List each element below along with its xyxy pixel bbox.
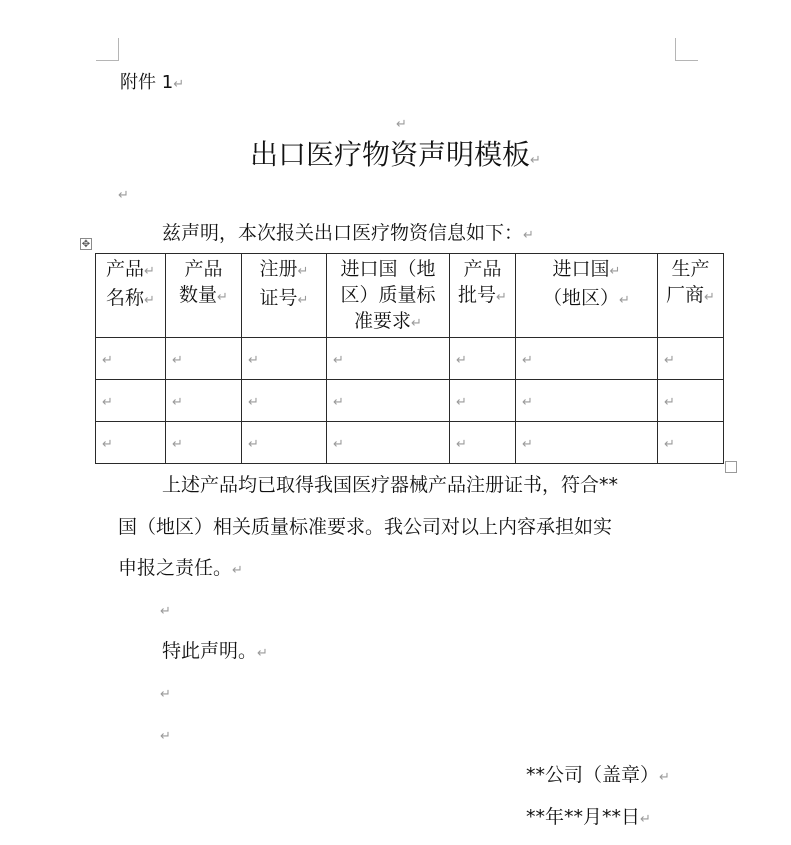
paragraph-mark-icon: ↵ xyxy=(456,395,467,410)
header-import-country[interactable]: 进口国↵ （地区）↵ xyxy=(516,254,658,338)
header-quality-standard[interactable]: 进口国（地 区）质量标 准要求↵ xyxy=(327,254,450,338)
header-product-name[interactable]: 产品↵ 名称↵ xyxy=(96,254,166,338)
paragraph-mark-icon: ↵ xyxy=(664,437,675,452)
paragraph-mark-icon: ↵ xyxy=(396,117,407,132)
paragraph-mark-icon: ↵ xyxy=(619,293,630,308)
table-cell[interactable] xyxy=(96,338,166,380)
paragraph-mark-icon: ↵ xyxy=(248,395,259,410)
table-cell[interactable] xyxy=(327,380,450,422)
paragraph-mark-icon: ↵ xyxy=(173,77,185,92)
paragraph-mark-icon: ↵ xyxy=(144,293,155,308)
paragraph-mark-icon: ↵ xyxy=(530,153,541,168)
table-cell[interactable] xyxy=(516,380,658,422)
table-cell[interactable] xyxy=(516,422,658,464)
table-cell[interactable] xyxy=(450,338,516,380)
paragraph-mark-icon: ↵ xyxy=(297,264,309,279)
blank-paragraph xyxy=(160,681,171,706)
blank-paragraph xyxy=(160,723,171,748)
table-cell[interactable] xyxy=(327,338,450,380)
body-paragraph-line: 申报之责任。↵ xyxy=(118,557,243,579)
paragraph-mark-icon: ↵ xyxy=(102,353,113,368)
body-paragraph-line: 国（地区）相关质量标准要求。我公司对以上内容承担如实 xyxy=(118,516,613,538)
attachment-label: 附件 1↵ xyxy=(120,72,185,93)
closing-paragraph: 特此声明。↵ xyxy=(162,640,268,662)
paragraph-mark-icon: ↵ xyxy=(522,437,533,452)
paragraph-mark-icon: ↵ xyxy=(522,353,533,368)
table-cell[interactable] xyxy=(658,380,724,422)
table-cell[interactable] xyxy=(450,380,516,422)
paragraph-mark-icon: ↵ xyxy=(248,437,259,452)
blank-paragraph xyxy=(396,111,407,136)
paragraph-mark-icon: ↵ xyxy=(257,646,268,661)
table-cell[interactable] xyxy=(658,338,724,380)
paragraph-mark-icon: ↵ xyxy=(172,395,183,410)
table-cell[interactable] xyxy=(166,422,242,464)
crop-mark-top-left xyxy=(96,38,119,61)
table-cell[interactable] xyxy=(658,422,724,464)
paragraph-mark-icon: ↵ xyxy=(217,290,228,305)
document-title: 出口医疗物资声明模板↵ xyxy=(250,138,541,171)
header-registration-number[interactable]: 注册↵ 证号↵ xyxy=(242,254,327,338)
paragraph-mark-icon: ↵ xyxy=(160,687,171,702)
paragraph-mark-icon: ↵ xyxy=(333,437,344,452)
paragraph-mark-icon: ↵ xyxy=(456,353,467,368)
declaration-table xyxy=(95,253,724,464)
paragraph-mark-icon: ↵ xyxy=(172,353,183,368)
signature-company: **公司（盖章）↵ xyxy=(526,764,670,786)
table-header-row xyxy=(96,254,724,338)
paragraph-mark-icon: ↵ xyxy=(102,437,113,452)
paragraph-mark-icon: ↵ xyxy=(118,188,129,203)
paragraph-mark-icon: ↵ xyxy=(144,264,155,279)
table-cell[interactable] xyxy=(242,422,327,464)
paragraph-mark-icon: ↵ xyxy=(640,812,651,827)
paragraph-mark-icon: ↵ xyxy=(664,353,675,368)
header-product-quantity[interactable]: 产品 数量↵ xyxy=(166,254,242,338)
intro-paragraph: 兹声明，本次报关出口医疗物资信息如下：↵ xyxy=(162,222,534,244)
paragraph-mark-icon: ↵ xyxy=(411,316,422,331)
table-cell[interactable] xyxy=(327,422,450,464)
signature-date: **年**月**日↵ xyxy=(526,806,651,828)
paragraph-mark-icon: ↵ xyxy=(248,353,259,368)
paragraph-mark-icon: ↵ xyxy=(609,264,621,279)
paragraph-mark-icon: ↵ xyxy=(659,770,670,785)
table-row xyxy=(96,422,724,464)
table-resize-handle[interactable] xyxy=(725,461,737,473)
paragraph-mark-icon: ↵ xyxy=(704,290,715,305)
table-cell[interactable] xyxy=(242,380,327,422)
paragraph-mark-icon: ↵ xyxy=(232,563,243,578)
table-cell[interactable] xyxy=(166,380,242,422)
paragraph-mark-icon: ↵ xyxy=(297,293,309,308)
table-cell[interactable] xyxy=(96,380,166,422)
paragraph-mark-icon: ↵ xyxy=(333,395,344,410)
paragraph-mark-icon: ↵ xyxy=(523,228,534,243)
blank-paragraph xyxy=(118,182,129,207)
paragraph-mark-icon: ↵ xyxy=(160,729,171,744)
table-cell[interactable] xyxy=(242,338,327,380)
paragraph-mark-icon: ↵ xyxy=(522,395,533,410)
blank-paragraph xyxy=(160,598,171,623)
crop-mark-top-right xyxy=(675,38,698,61)
table-row xyxy=(96,338,724,380)
table-cell[interactable] xyxy=(96,422,166,464)
paragraph-mark-icon: ↵ xyxy=(664,395,675,410)
paragraph-mark-icon: ↵ xyxy=(333,353,344,368)
table-cell[interactable] xyxy=(450,422,516,464)
paragraph-mark-icon: ↵ xyxy=(172,437,183,452)
paragraph-mark-icon: ↵ xyxy=(496,290,507,305)
paragraph-mark-icon: ↵ xyxy=(456,437,467,452)
body-paragraph-line: 上述产品均已取得我国医疗器械产品注册证书，符合** xyxy=(162,474,619,496)
paragraph-mark-icon: ↵ xyxy=(102,395,113,410)
paragraph-mark-icon: ↵ xyxy=(160,604,171,619)
table-move-handle-icon[interactable]: ✥ xyxy=(81,239,91,250)
header-manufacturer[interactable]: 生产 厂商↵ xyxy=(658,254,724,338)
table-row xyxy=(96,380,724,422)
table-cell[interactable] xyxy=(516,338,658,380)
header-batch-number[interactable]: 产品 批号↵ xyxy=(450,254,516,338)
table-cell[interactable] xyxy=(166,338,242,380)
